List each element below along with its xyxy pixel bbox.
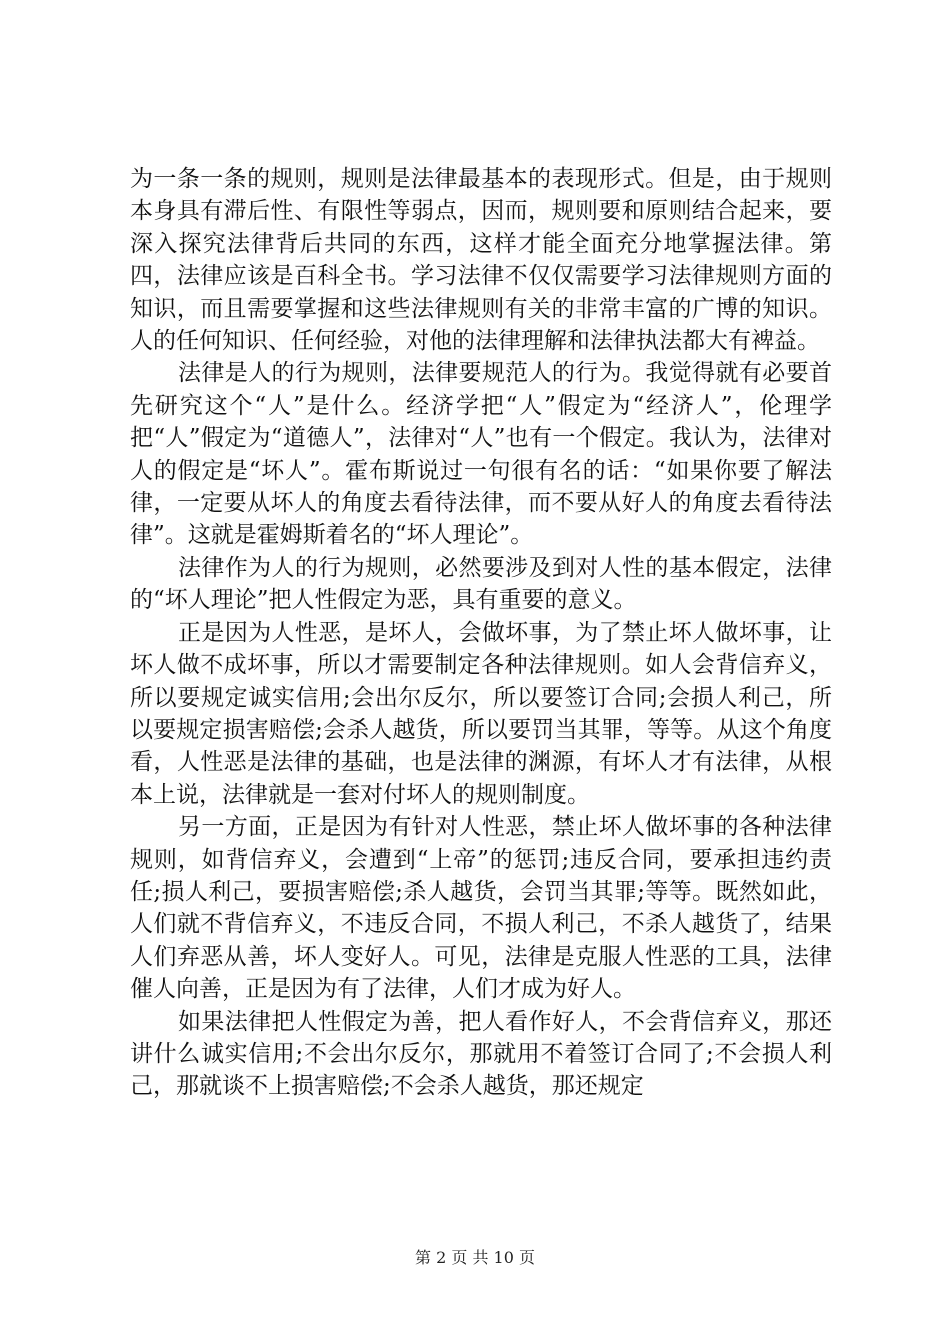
- page-footer: [0, 1245, 950, 1268]
- document-body: [130, 163, 832, 1103]
- paragraph: 另一方面，正是因为有针对人性恶，禁止坏人做坏事的各种法律规则，如背信弃义，会遭到“上帝”的惩罚;违反合同，要承担违约责任;损人利己，要损害赔偿;杀人越货，会罚当其罪;等等。既然如此，人们就不背信弃义，不违反合同，不损人利己，不杀人越货了，结果人们弃恶从善，坏人变好人。可见，法律是克服人性恶的工具，法律催人向善，正是因为有了法律，人们才成为好人。: [130, 814, 832, 1003]
- paragraph: 法律是人的行为规则，法律要规范人的行为。我觉得就有必要首先研究这个“人”是什么。经济学把“人”假定为“经济人”，伦理学把“人”假定为“道德人”，法律对“人”也有一个假定。我认为，法律对人的假定是“坏人”。霍布斯说过一句很有名的话：“如果你要了解法律，一定要从坏人的角度去看待法律，而不要从好人的角度去看待法律”。这就是霍姆斯着名的“坏人理论”。: [130, 360, 832, 549]
- page-number-label: 第 2 页 共 10 页: [415, 1248, 535, 1267]
- paragraph: 正是因为人性恶，是坏人，会做坏事，为了禁止坏人做坏事，让坏人做不成坏事，所以才需要制定各种法律规则。如人会背信弃义，所以要规定诚实信用;会出尔反尔，所以要签订合同;会损人利己，所以要规定损害赔偿;会杀人越货，所以要罚当其罪，等等。从这个角度看，人性恶是法律的基础，也是法律的渊源，有坏人才有法律，从根本上说，法律就是一套对付坏人的规则制度。: [130, 619, 832, 808]
- paragraph: 如果法律把人性假定为善，把人看作好人，不会背信弃义，那还讲什么诚实信用;不会出尔反尔，那就用不着签订合同了;不会损人利己，那就谈不上损害赔偿;不会杀人越货，那还规定: [130, 1008, 832, 1100]
- paragraph: 法律作为人的行为规则，必然要涉及到对人性的基本假定，法律的“坏人理论”把人性假定为恶，具有重要的意义。: [130, 554, 832, 614]
- paragraph: 为一条一条的规则，规则是法律最基本的表现形式。但是，由于规则本身具有滞后性、有限性等弱点，因而，规则要和原则结合起来，要深入探究法律背后共同的东西，这样才能全面充分地掌握法律。第四，法律应该是百科全书。学习法律不仅仅需要学习法律规则方面的知识，而且需要掌握和这些法律规则有关的非常丰富的广博的知识。人的任何知识、任何经验，对他的法律理解和法律执法都大有裨益。: [130, 166, 832, 355]
